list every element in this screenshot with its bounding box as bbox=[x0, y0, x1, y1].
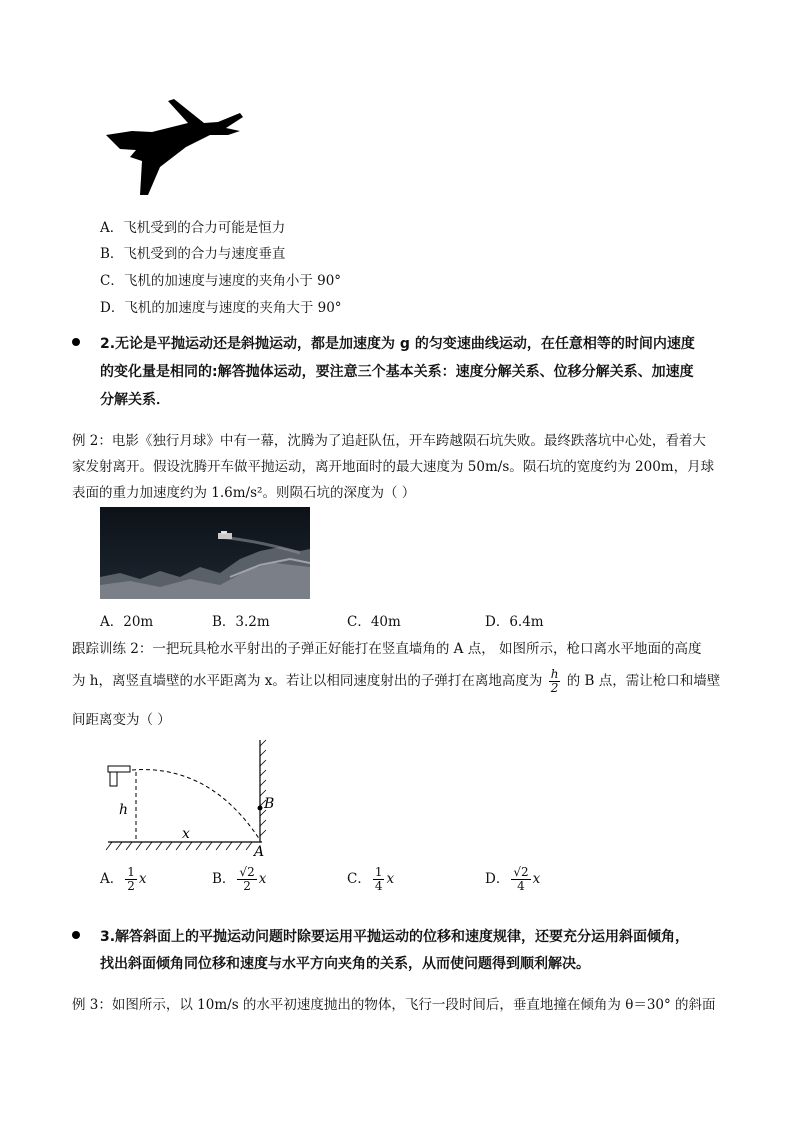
example3-line1: 例 3：如图所示，以 10m/s 的水平初速度抛出的物体，飞行一段时间后，垂直地撞在倾角为 θ＝30° 的斜面 bbox=[72, 997, 716, 1013]
q1-option-a: A．飞机受到的合力可能是恒力 bbox=[100, 220, 286, 236]
fraction-h-over-2: $\frac{h}{2}$ bbox=[550, 667, 559, 695]
example2-line1: 例 2：电影《独行月球》中有一幕，沈腾为了追赶队伍，开车跨越陨石坑失败。最终跌落坑中心处，看着大 bbox=[72, 433, 706, 449]
training2-option-d: D． $\frac{√2}{4}$ x bbox=[485, 865, 541, 893]
q1-option-b: B．飞机受到的合力与速度垂直 bbox=[100, 246, 286, 262]
example2-option-a: A．20m bbox=[100, 614, 154, 630]
q1-option-c: C．飞机的加速度与速度的夹角小于 90° bbox=[100, 273, 342, 289]
example2-line2: 家发射离开。假设沈腾开车做平抛运动，离开地面时的最大速度为 50m/s。陨石坑的宽度约为 200m，月球 bbox=[72, 459, 715, 475]
bullet-icon bbox=[72, 338, 80, 346]
training2-line1: 跟踪训练 2：一把玩具枪水平射出的子弹正好能打在竖直墙角的 A 点， 如图所示，枪口离水平地面的高度 bbox=[72, 641, 702, 657]
label-x: x bbox=[182, 826, 190, 842]
label-b: B bbox=[264, 796, 275, 812]
bullet-icon bbox=[72, 931, 80, 939]
training2-line3: 间距离变为（ ） bbox=[72, 712, 171, 728]
label-h: h bbox=[119, 802, 129, 818]
example2-option-b: B．3.2m bbox=[212, 614, 270, 630]
training2-option-b: B． $\frac{√2}{2}$ x bbox=[212, 865, 267, 893]
lunar-crater-photo bbox=[100, 507, 310, 599]
projectile-wall-diagram bbox=[100, 736, 275, 858]
point2-line3: 分解关系． bbox=[100, 392, 170, 408]
training2-option-c: C． $\frac{1}{4}$ x bbox=[347, 865, 395, 893]
training2-option-a: A． $\frac{1}{2}$ x bbox=[100, 865, 147, 893]
fighter-jet-image bbox=[100, 95, 250, 200]
point3-line1: 3.解答斜面上的平抛运动问题时除要运用平抛运动的位移和速度规律，还要充分运用斜面倾角， bbox=[100, 929, 690, 945]
example2-line3: 表面的重力加速度约为 1.6m/s²。则陨石坑的深度为（ ） bbox=[72, 485, 416, 501]
point3-line2: 找出斜面倾角同位移和速度与水平方向夹角的关系，从而使问题得到顺利解决。 bbox=[100, 956, 590, 972]
label-a: A bbox=[254, 844, 265, 858]
example2-option-d: D．6.4m bbox=[485, 614, 544, 630]
point2-line2: 的变化量是相同的:解答抛体运动，要注意三个基本关系：速度分解关系、位移分解关系、加速度 bbox=[100, 364, 694, 380]
training2-line2-part2: 的 B 点，需让枪口和墙壁 bbox=[566, 673, 721, 689]
training2-line2 bbox=[72, 668, 720, 695]
example2-option-c: C．40m bbox=[347, 614, 401, 630]
point2-line1: 2.无论是平抛运动还是斜抛运动，都是加速度为 g 的匀变速曲线运动，在任意相等的时间内速度 bbox=[100, 336, 695, 352]
training2-line2-part1: 为 h，离竖直墙壁的水平距离为 x。若让以相同速度射出的子弹打在离地高度为 bbox=[72, 673, 543, 689]
q1-option-d: D．飞机的加速度与速度的夹角大于 90° bbox=[100, 300, 342, 316]
